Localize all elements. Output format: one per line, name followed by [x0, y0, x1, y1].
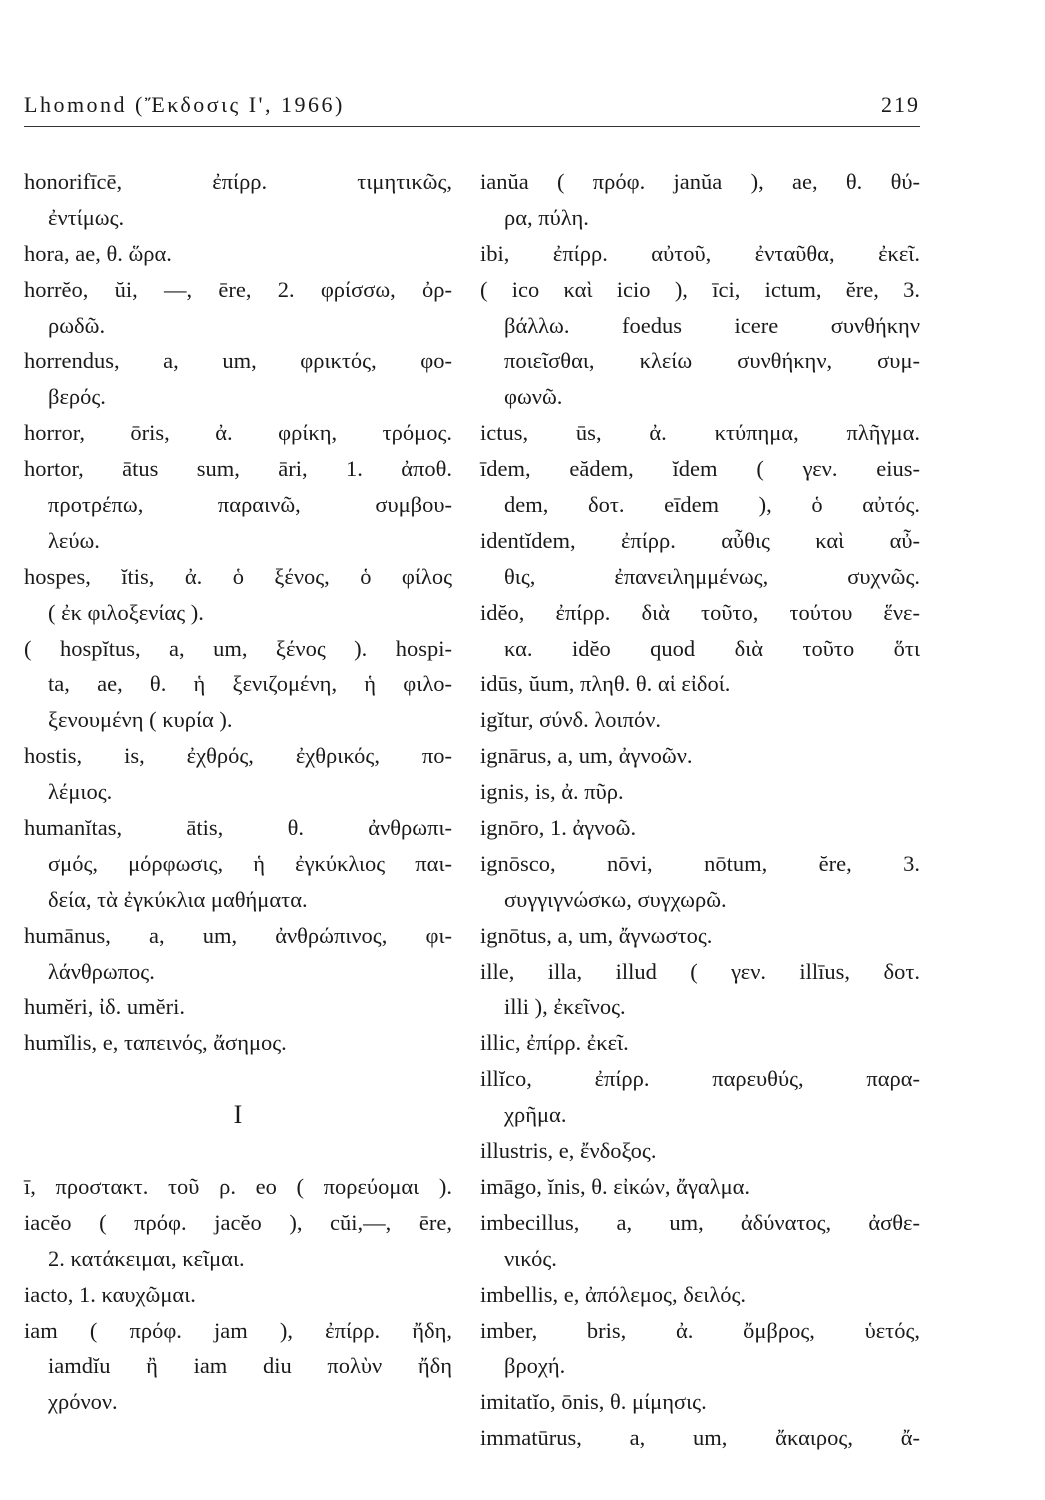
entry-line: ξενουμένη ( κυρία ). — [48, 707, 233, 733]
entry-line: horrĕo, ŭi, —, ēre, 2. φρίσσω, ὀρ- — [24, 276, 452, 302]
entry-line: ignārus, a, um, ἀγνοῶν. — [480, 743, 693, 769]
entry-line: ρα, πύλη. — [504, 204, 589, 230]
entry-line: iacto, 1. καυχῶμαι. — [24, 1281, 196, 1307]
running-title: Lhomond (Ἔκδοσις Ι', 1966) — [24, 92, 345, 117]
entry-line: idĕo, ἐπίρρ. διὰ τοῦτο, τούτου ἕνε- — [480, 599, 920, 625]
entry-line: ( hospĭtus, a, um, ξένος ). hospi- — [24, 635, 452, 661]
entry-line: immatūrus, a, um, ἄκαιρος, ἄ- — [480, 1425, 920, 1451]
entry-line: νικός. — [504, 1245, 557, 1271]
entry-line: honorifīcē, ἐπίρρ. τιμητικῶς, — [24, 169, 452, 194]
entry-line: ( ico καὶ icio ), īci, ictum, ĕre, 3. — [480, 276, 920, 302]
blank-line — [24, 1133, 452, 1169]
entry-line: δεία, τὰ ἐγκύκλια μαθήματα. — [48, 886, 308, 912]
entry-line: λάνθρωπος. — [48, 958, 155, 984]
entry-line: humĭlis, e, ταπεινός, ἄσημος. — [24, 1030, 287, 1056]
entry-line: 2. κατάκειμαι, κεῖμαι. — [48, 1245, 245, 1271]
left-column — [24, 164, 452, 1420]
entry-line: ibi, ἐπίρρ. αὐτοῦ, ἐνταῦθα, ἐκεῖ. — [480, 240, 920, 266]
entry-line: ictus, ūs, ἀ. κτύπημα, πλῆγμα. — [480, 420, 920, 446]
entry-line: βάλλω. foedus icere συνθήκην — [504, 312, 920, 338]
entry-line: χρῆμα. — [504, 1102, 567, 1128]
entry-line: hospes, ĭtis, ἀ. ὁ ξένος, ὁ φίλος — [24, 563, 452, 589]
entry-line: humĕri, ἰδ. umĕri. — [24, 994, 185, 1020]
entry-line: χρόνον. — [48, 1389, 118, 1415]
entry-line: κα. idĕo quod διὰ τοῦτο ὅτι — [504, 635, 920, 661]
entry-line: φωνῶ. — [504, 384, 563, 410]
entry-line: īdem, eădem, ĭdem ( γεν. eius- — [480, 456, 920, 482]
entry-line: βροχή. — [504, 1353, 566, 1379]
page-header — [24, 92, 920, 127]
entry-line: horror, ōris, ἀ. φρίκη, τρόμος. — [24, 420, 452, 446]
entry-line: iamdĭu ἢ iam diu πολὺν ἤδη — [48, 1353, 452, 1379]
entry-line: ille, illa, illud ( γεν. illīus, δοτ. — [480, 958, 920, 984]
entry-line: imitatĭo, ōnis, θ. μίμησις. — [480, 1389, 707, 1415]
right-column — [480, 164, 920, 1456]
entry-line: ( ἐκ φιλοξενίας ). — [48, 599, 204, 625]
entry-line: imāgo, ĭnis, θ. εἰκών, ἄγαλμα. — [480, 1173, 751, 1199]
entry-line: illĭco, ἐπίρρ. παρευθύς, παρα- — [480, 1066, 920, 1092]
entry-line: humanĭtas, ātis, θ. ἀνθρωπι- — [24, 815, 452, 841]
entry-line: ignōsco, nōvi, nōtum, ĕre, 3. — [480, 850, 920, 876]
entry-line: illustris, e, ἔνδοξος. — [480, 1138, 657, 1164]
entry-line: συγγιγνώσκω, συγχωρῶ. — [504, 886, 727, 912]
entry-line: illi ), ἐκεῖνος. — [504, 994, 626, 1020]
section-letter-heading: I — [233, 1100, 243, 1130]
entry-line: θις, ἐπανειλημμένως, συχνῶς. — [504, 563, 920, 589]
entry-line: illic, ἐπίρρ. ἐκεῖ. — [480, 1030, 629, 1056]
blank-line — [24, 1061, 452, 1097]
entry-line: hortor, ātus sum, āri, 1. ἀποθ. — [24, 456, 452, 482]
entry-line: ignōro, 1. ἀγνοῶ. — [480, 815, 637, 841]
entry-line: λέμιος. — [48, 779, 113, 805]
entry-line: horrendus, a, um, φρικτός, φο- — [24, 348, 452, 374]
page-number: 219 — [881, 92, 920, 117]
entry-line: imber, bris, ἀ. ὄμβρος, ὑετός, — [480, 1317, 920, 1343]
entry-line: iam ( πρόφ. jam ), ἐπίρρ. ἤδη, — [24, 1317, 452, 1343]
entry-line: hostis, is, ἐχθρός, ἐχθρικός, πο- — [24, 743, 452, 769]
entry-line: ποιεῖσθαι, κλείω συνθήκην, συμ- — [504, 348, 920, 374]
entry-line: identĭdem, ἐπίρρ. αὖθις καὶ αὖ- — [480, 527, 920, 553]
entry-line: igĭtur, σύνδ. λοιπόν. — [480, 707, 662, 733]
entry-line: ρωδῶ. — [48, 312, 106, 338]
entry-line: ī, προστακτ. τοῦ ρ. eo ( πορεύομαι ). — [24, 1173, 452, 1199]
entry-line: idūs, ŭum, πληθ. θ. αἱ εἰδοί. — [480, 671, 731, 697]
entry-line: σμός, μόρφωσις, ἡ ἐγκύκλιος παι- — [48, 850, 452, 876]
entry-line: προτρέπω, παραινῶ, συμβου- — [48, 492, 452, 518]
entry-line: iacĕo ( πρόφ. jacĕo ), cŭi,—, ēre, — [24, 1209, 452, 1235]
entry-line: ianŭa ( πρόφ. janŭa ), ae, θ. θύ- — [480, 169, 920, 194]
entry-line: βερός. — [48, 384, 106, 410]
entry-line: ta, ae, θ. ἡ ξενιζομένη, ἡ φιλο- — [48, 671, 452, 697]
entry-line: ignis, is, ἀ. πῦρ. — [480, 779, 624, 805]
entry-line: humānus, a, um, ἀνθρώπινος, φι- — [24, 922, 452, 948]
entry-line: imbecillus, a, um, ἀδύνατος, ἀσθε- — [480, 1209, 920, 1235]
entry-line: imbellis, e, ἀπόλεμος, δειλός. — [480, 1281, 747, 1307]
entry-line: ignōtus, a, um, ἄγνωστος. — [480, 922, 713, 948]
entry-line: hora, ae, θ. ὥρα. — [24, 240, 172, 266]
entry-line: λεύω. — [48, 527, 100, 553]
entry-line: dem, δοτ. eīdem ), ὁ αὐτός. — [504, 492, 920, 518]
entry-line: ἐντίμως. — [48, 204, 125, 230]
